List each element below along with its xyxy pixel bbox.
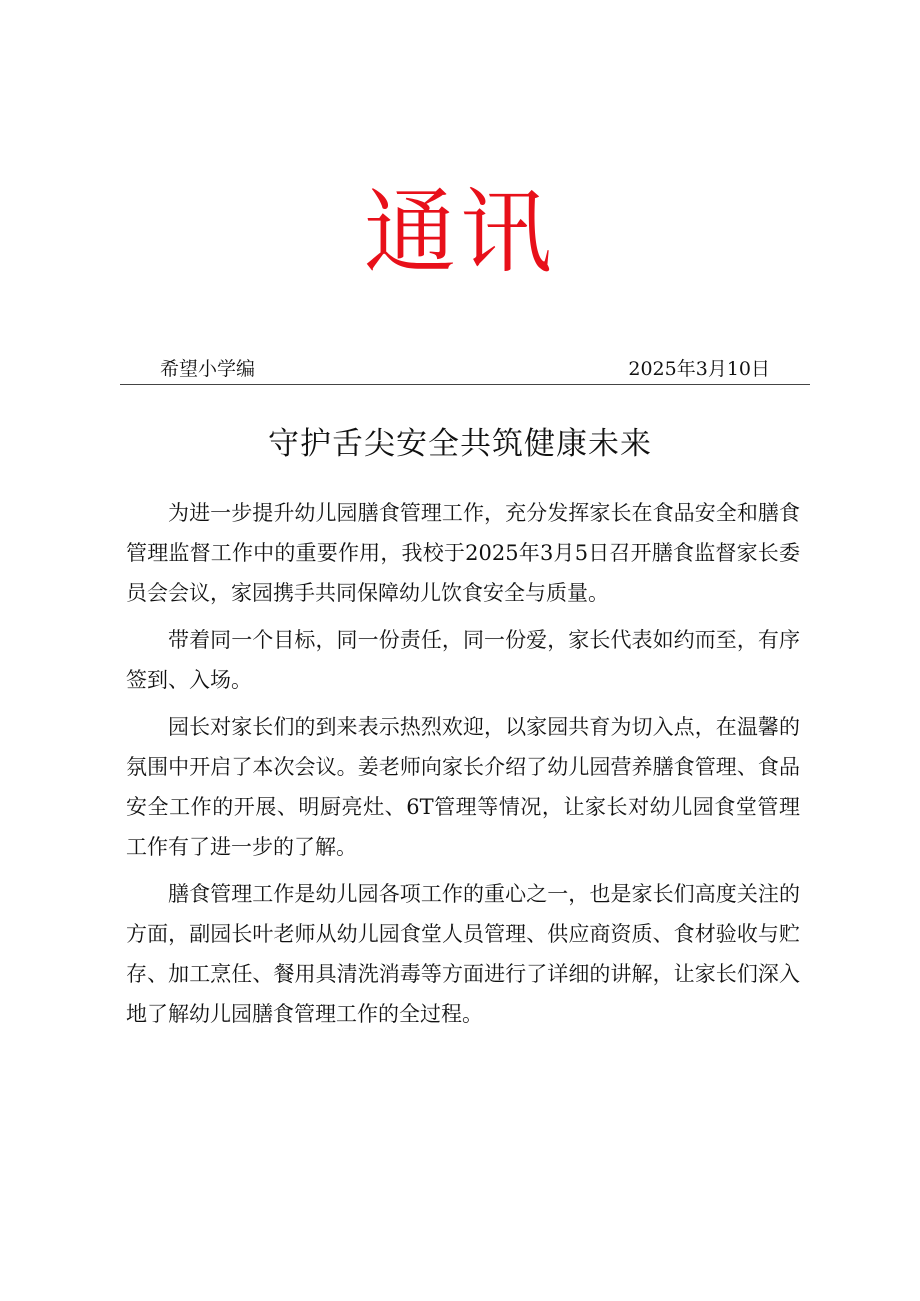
article-paragraph: 为进一步提升幼儿园膳食管理工作，充分发挥家长在食品安全和膳食管理监督工作中的重要作用，我校于2025年3月5日召开膳食监督家长委员会会议，家园携手共同保障幼儿饮食安全与质量。	[126, 501, 800, 605]
publisher-name: 希望小学编	[160, 358, 256, 380]
header-divider	[120, 384, 810, 385]
article-body	[126, 493, 800, 1041]
publish-date: 2025年3月10日	[628, 358, 770, 380]
article-paragraph: 膳食管理工作是幼儿园各项工作的重心之一，也是家长们高度关注的方面，副园长叶老师从幼儿园食堂人员管理、供应商资质、食材验收与贮存、加工烹任、餐用具清洗消毒等方面进行了详细的讲解，让家长们深入地了解幼儿园膳食管理工作的全过程。	[126, 882, 800, 1026]
article-paragraph: 带着同一个目标，同一份责任，同一份爱，家长代表如约而至，有序签到、入场。	[126, 628, 800, 692]
newsletter-masthead: 通讯	[363, 179, 556, 286]
article-headline: 守护舌尖安全共筑健康未来	[268, 426, 652, 462]
publication-info	[120, 354, 810, 384]
article-paragraph: 园长对家长们的到来表示热烈欢迎，以家园共育为切入点，在温馨的氛围中开启了本次会议。姜老师向家长介绍了幼儿园营养膳食管理、食品安全工作的开展、明厨亮灶、6T管理等情况，让家长对幼儿园食堂管理工作有了进一步的了解。	[126, 715, 800, 859]
